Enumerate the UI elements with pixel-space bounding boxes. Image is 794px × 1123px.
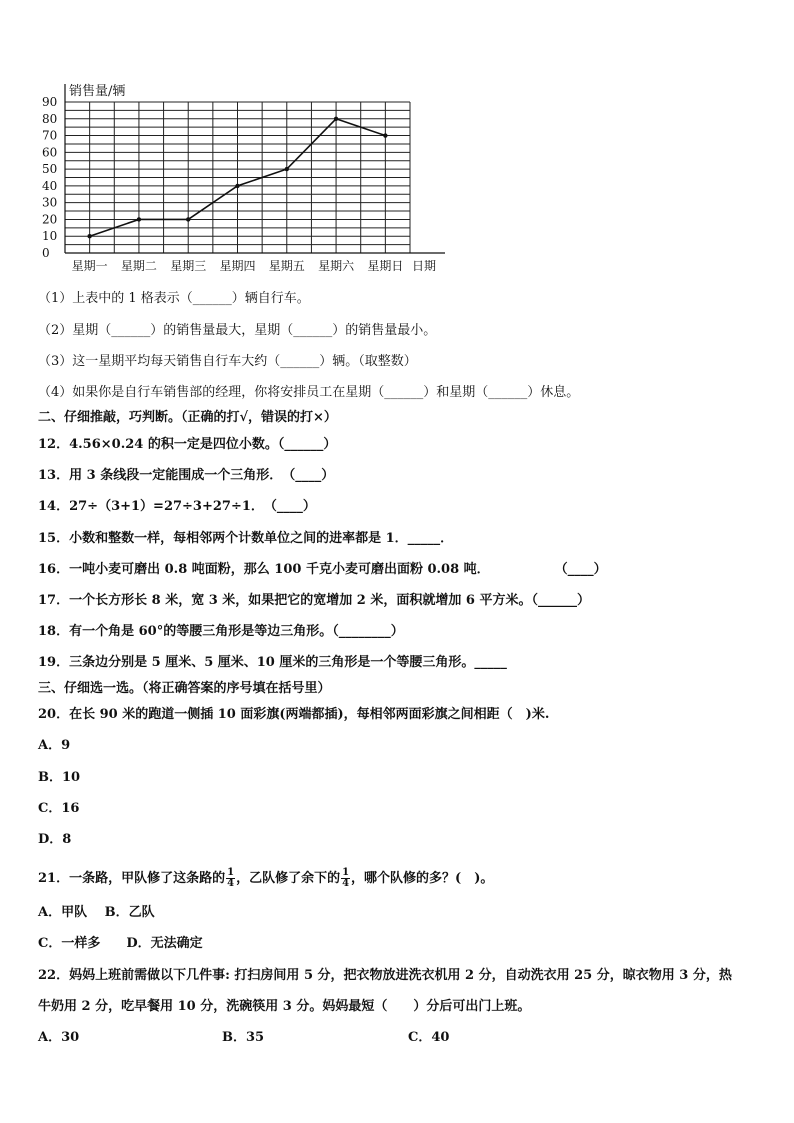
- data-point: [334, 117, 338, 121]
- x-tick-label: 星期三: [170, 259, 207, 273]
- question-14: 14．27÷（3+1）=27÷3+27÷1． （____）: [38, 499, 316, 514]
- y-axis-label: 销售量/辆: [69, 84, 126, 99]
- question-22-option-b: B．35: [222, 1030, 265, 1045]
- section-2-heading: 二、仔细推敲，巧判断。（正确的打√，错误的打×）: [38, 410, 337, 425]
- question-22-option-a: A．30: [38, 1030, 80, 1045]
- y-tick-label: 0: [42, 246, 50, 260]
- data-point: [137, 217, 141, 221]
- x-tick-label: 星期五: [268, 259, 305, 273]
- question-sub4: （4）如果你是自行车销售部的经理，你将安排员工在星期（______）和星期（______）休息。: [38, 385, 580, 400]
- question-22-option-c: C．40: [408, 1030, 450, 1045]
- question-15: 15．小数和整数一样，每相邻两个计数单位之间的进率都是 1．_____．: [38, 531, 454, 546]
- section-3-heading: 三、仔细选一选。（将正确答案的序号填在括号里）: [38, 681, 331, 696]
- y-tick-label: 60: [42, 145, 58, 160]
- x-tick-label: 星期一: [71, 259, 108, 273]
- data-point: [186, 217, 190, 221]
- question-21-options-cd: C．一样多 D．无法确定: [38, 936, 203, 951]
- question-20-option-b: B．10: [38, 770, 81, 785]
- question-21-part2: ，乙队修了余下的: [236, 871, 341, 886]
- x-tick-label: 星期四: [219, 259, 256, 273]
- fraction-one-quarter: $\frac{1}{4}$: [342, 867, 350, 889]
- question-20-option-d: D．8: [38, 832, 72, 847]
- question-22-line1: 22．妈妈上班前需做以下几件事: 打扫房间用 5 分，把衣物放进洗衣机用 2 分，自动洗衣用 25 分，晾衣物用 3 分，热: [38, 968, 732, 983]
- x-axis-label: 日期: [411, 259, 437, 273]
- question-22-line2: 牛奶用 2 分，吃早餐用 10 分，洗碗筷用 3 分。妈妈最短（ ）分后可出门上班。: [38, 999, 531, 1014]
- question-20: 20．在长 90 米的跑道一侧插 10 面彩旗(两端都插)，每相邻两面彩旗之间相距（ )米.: [38, 707, 550, 722]
- question-21-part3: ，哪个队修的多？( )。: [351, 871, 494, 886]
- data-point: [235, 184, 239, 188]
- y-tick-label: 10: [42, 229, 58, 244]
- x-tick-label: 星期六: [318, 259, 355, 273]
- question-16: 16．一吨小麦可磨出 0.8 吨面粉，那么 100 千克小麦可磨出面粉 0.08 吨． （____）: [38, 562, 607, 577]
- question-sub1: （1）上表中的 1 格表示（______）辆自行车。: [38, 291, 310, 306]
- question-19: 19．三条边分别是 5 厘米、5 厘米、10 厘米的三角形是一个等腰三角形。_____: [38, 655, 507, 670]
- question-18: 18．有一个角是 60°的等腰三角形是等边三角形。（________）: [38, 624, 404, 639]
- question-sub2: （2）星期（______）的销售量最大，星期（______）的销售量最小。: [38, 323, 437, 338]
- question-20-option-c: C．16: [38, 801, 80, 816]
- question-sub3: （3）这一星期平均每天销售自行车大约（______）辆。（取整数）: [38, 354, 417, 369]
- x-tick-label: 星期日: [367, 259, 404, 273]
- data-point: [87, 234, 91, 238]
- fraction-one-quarter: $\frac{1}{4}$: [227, 867, 235, 889]
- y-tick-label: 30: [42, 195, 58, 210]
- question-20-option-a: A．9: [38, 738, 71, 753]
- y-tick-label: 80: [42, 111, 58, 126]
- question-13: 13．用 3 条线段一定能围成一个三角形． （____）: [38, 468, 335, 483]
- data-point: [383, 133, 387, 137]
- question-21: [38, 868, 493, 889]
- y-tick-label: 40: [42, 178, 58, 193]
- x-tick-label: 星期二: [120, 259, 157, 273]
- question-21-part1: 21．一条路，甲队修了这条路的: [38, 871, 226, 886]
- y-tick-label: 90: [42, 95, 58, 109]
- y-tick-label: 70: [42, 128, 58, 143]
- question-17: 17．一个长方形长 8 米，宽 3 米，如果把它的宽增加 2 米，面积就增加 6 平方米。（______）: [38, 593, 590, 608]
- data-point: [285, 167, 289, 171]
- question-21-options-ab: A．甲队 B．乙队: [38, 905, 155, 920]
- sales-line-chart: [40, 82, 480, 278]
- y-tick-label: 50: [42, 162, 58, 177]
- question-12: 12．4.56×0.24 的积一定是四位小数。（______）: [38, 437, 337, 452]
- y-tick-label: 20: [42, 212, 58, 227]
